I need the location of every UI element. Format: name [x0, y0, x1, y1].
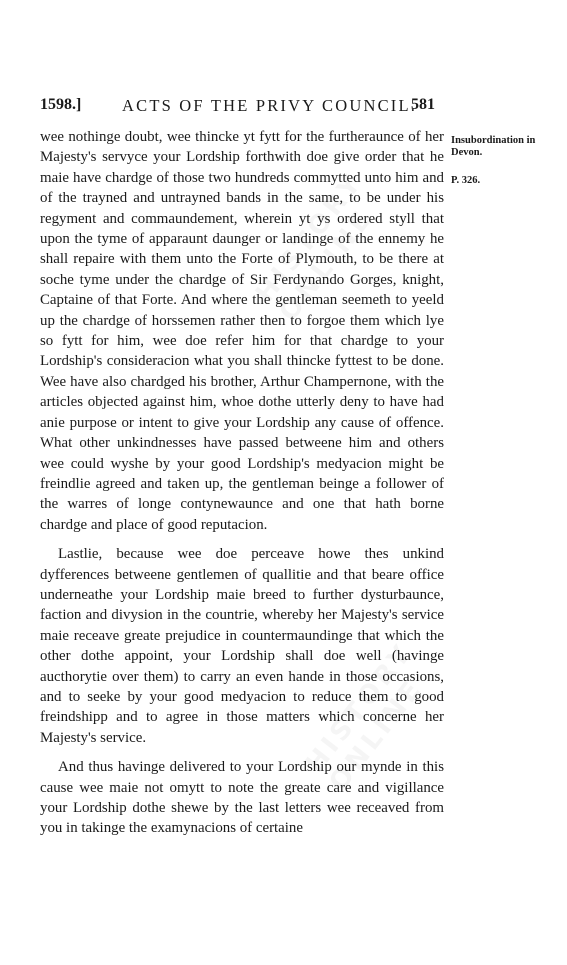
paragraph: And thus havinge delivered to your Lordship our mynde in this cause wee maie not omytt to note the greate care and vigillance your Lordship dothe shewe by the last letters wee receaved from you in takinge the examynacions of certaine [40, 759, 444, 837]
running-head-year: 1598.] [40, 96, 82, 113]
running-head [40, 96, 435, 122]
body-text [40, 127, 444, 839]
page-number: 581 [411, 96, 435, 113]
margin-notes [451, 135, 565, 187]
paragraph: wee nothinge doubt, wee thincke yt fytt for the furtheraunce of her Majesty's servyce your Lordship forthwith doe give order that he maie have chardge of those two hundreds commytted unto him and of the trayned and untrayned bands in the same, to be under his regyment and commaundement, wherein yt ys ordered styll that upon the tyme of apparaunt daunger or landinge of the ennemy he shall repaire with them unto the Forte of Plymouth, to be there at soche tyme under the chardge of Sir Ferdynando Gorges, knight, Captaine of that Forte. And where the gentleman seemeth to yeeld up the chardge of horssemen rather then to forgoe them which lye so fytt for him, wee doe refer him for that chardge to your Lordship's consideracion what you shall thincke fyttest to be done. Wee have also chardged his brother, Arthur Champernone, with the articles objected against him, whoe dothe utterly deny to have had anie purpose or intent to give your Lordship any cause of offence. What other unkindnesses have passed betweene him and others wee could wyshe by your good Lordship's medyacion might be freindlie agreed and taken up, the gentleman beinge a follower of the warres of longe contynewaunce and one that hath borne chardge and place of good reputacion. [40, 129, 444, 533]
paragraph: Lastlie, because wee doe perceave howe thes unkind dyfferences betweene gentlemen of quallitie and that beare office underneathe your Lordship maie breed to further dysturbaunce, faction and divysion in the countrie, whereby her Majesty's service maie receave greate prejudice in countermaundinge that which the other dothe appoint, your Lordship shall doe well (havinge aucthorytie over them) to carry an even hande in those occasions, and to seeke by your good medyacion to reduce them to good freindshipp and to agree in those matters which concerne her Majesty's service. [40, 546, 444, 746]
running-head-title: ACTS OF THE PRIVY COUNCIL. [122, 96, 418, 115]
margin-note-page-ref: P. 326. [451, 175, 481, 186]
margin-note-subject: Insubordination in Devon. [451, 135, 536, 158]
